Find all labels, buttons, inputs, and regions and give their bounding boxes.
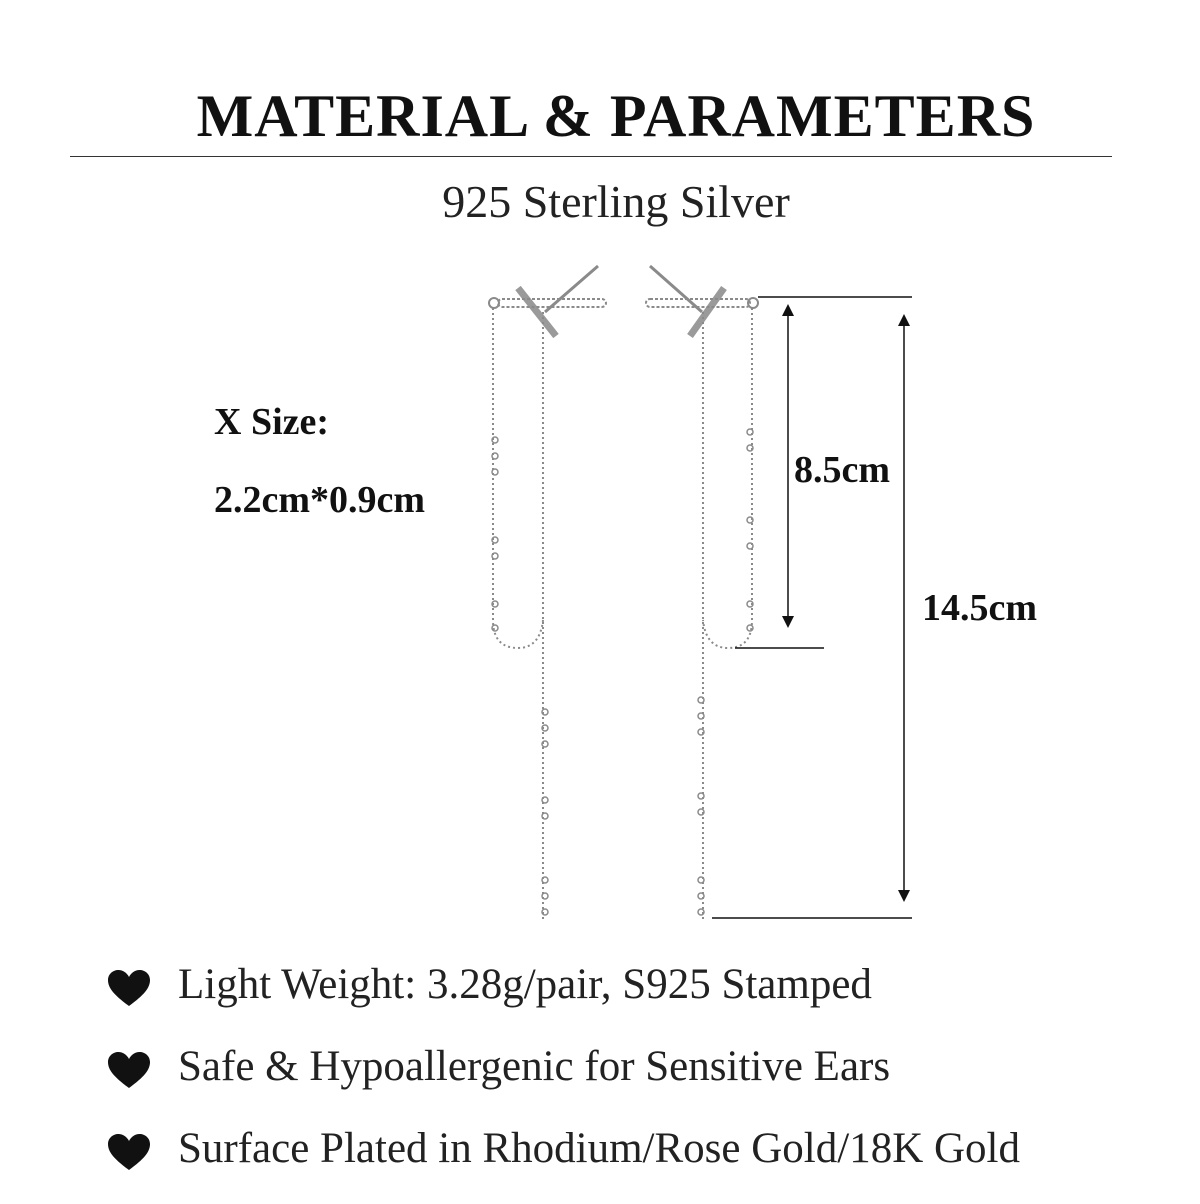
left-earring-cross-arm	[518, 288, 556, 336]
dimension-lines	[712, 297, 912, 918]
feature-text: Surface Plated in Rhodium/Rose Gold/18K Gold	[178, 1125, 1021, 1172]
left-earring	[489, 266, 606, 922]
x-size-value: 2.2cm*0.9cm	[214, 479, 426, 521]
right-earring-cross-arm	[690, 288, 724, 336]
feature-text: Safe & Hypoallergenic for Sensitive Ears	[178, 1043, 891, 1090]
heart-icon	[106, 1050, 152, 1090]
right-earring-bar	[646, 299, 750, 307]
material-subtitle: 925 Sterling Silver	[442, 176, 790, 227]
right-earring-post	[650, 266, 702, 312]
short-chain-length-label: 8.5cm	[794, 449, 891, 491]
x-size-label: X Size:	[214, 401, 330, 443]
page-title: MATERIAL & PARAMETERS	[196, 83, 1036, 149]
total-length-label: 14.5cm	[922, 587, 1038, 629]
right-earring	[646, 266, 758, 922]
right-earring-loop-chain	[703, 308, 752, 648]
heart-icon	[106, 1132, 152, 1172]
heart-icon	[106, 968, 152, 1008]
feature-text: Light Weight: 3.28g/pair, S925 Stamped	[178, 961, 872, 1008]
left-earring-post	[545, 266, 598, 312]
left-earring-bar-end	[489, 298, 499, 308]
left-earring-loop-chain	[493, 308, 543, 648]
